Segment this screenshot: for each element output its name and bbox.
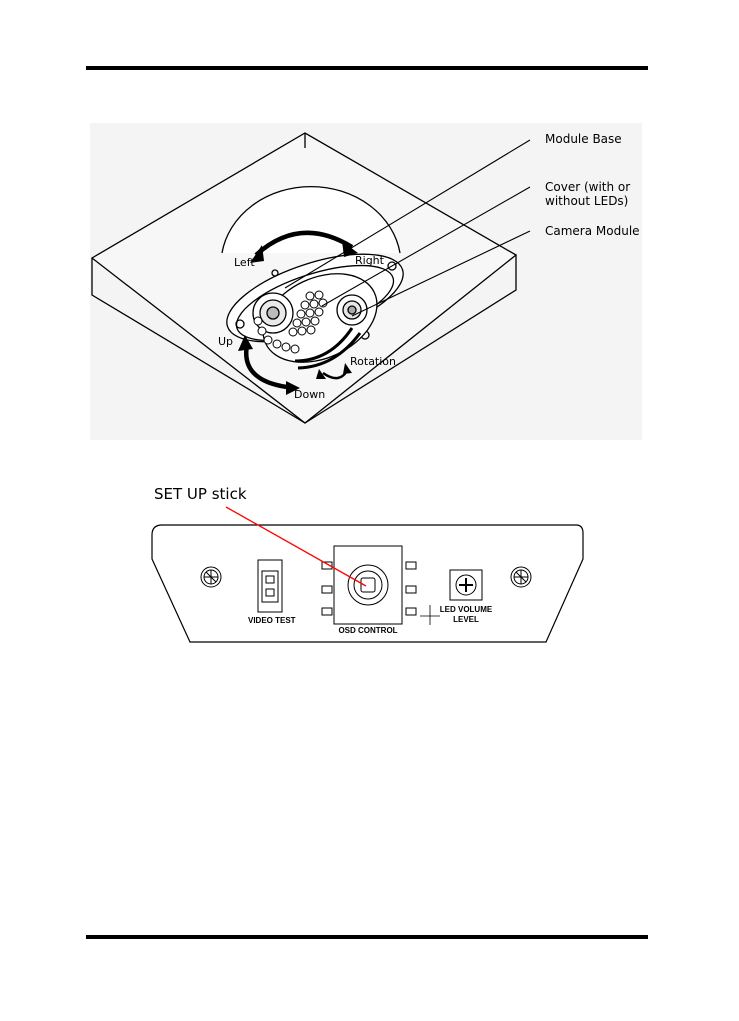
bottom-rule (86, 935, 648, 939)
dome-camera-drawing (90, 123, 642, 440)
control-panel-drawing (148, 485, 588, 645)
control-panel-figure (148, 485, 588, 645)
callout-module-base: Module Base (545, 132, 622, 146)
direction-right-label: Right (355, 254, 384, 267)
left-screw (201, 567, 221, 587)
led-volume-label-line1: LED VOLUME (439, 605, 493, 614)
dome-camera-figure (90, 123, 642, 440)
right-screw (511, 567, 531, 587)
osd-control-label: OSD CONTROL (338, 626, 398, 635)
setup-stick-label: SET UP stick (154, 485, 247, 503)
direction-left-label: Left (234, 256, 255, 269)
direction-up-label: Up (218, 335, 234, 348)
callout-cover-line2: without LEDs) (545, 194, 629, 208)
led-volume-label-line2: LEVEL (453, 615, 479, 624)
direction-rotation-label: Rotation (350, 355, 397, 368)
direction-down-label: Down (294, 388, 326, 401)
video-test-label: VIDEO TEST (248, 616, 296, 625)
led-volume-potentiometer (450, 570, 482, 600)
video-test-connector (258, 560, 282, 612)
top-rule (86, 66, 648, 70)
osd-control-block (322, 546, 416, 624)
callout-camera-module: Camera Module (545, 224, 640, 238)
callout-cover-line1: Cover (with or (545, 180, 631, 194)
